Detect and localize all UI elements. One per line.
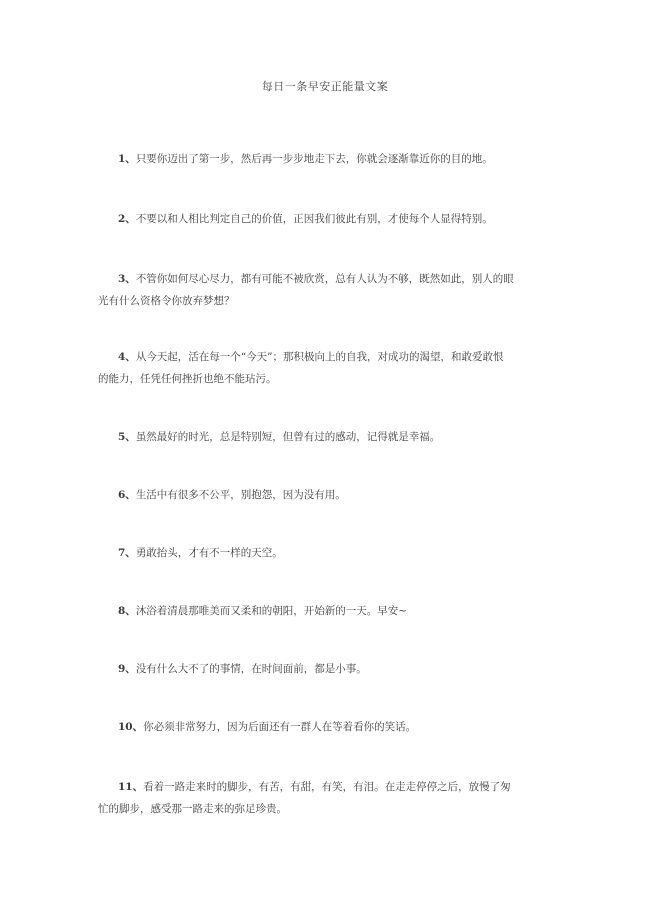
- list-item: [118, 658, 550, 680]
- item-number: 4、: [118, 351, 136, 363]
- item-number: 2、: [118, 213, 136, 225]
- item-number: 3、: [118, 273, 136, 285]
- item-text-continued: 忙的脚步，感受那一路走来的弥足珍贵。: [98, 803, 287, 815]
- list-item: [98, 268, 550, 312]
- list-item: [118, 426, 550, 448]
- list-item: [118, 484, 550, 506]
- item-text: 虽然最好的时光，总是特别短，但曾有过的感动，记得就是幸福。: [135, 431, 441, 443]
- list-item: [98, 776, 550, 820]
- item-text: 沐浴着清晨那唯美而又柔和的朝阳，开始新的一天。早安~: [135, 605, 408, 617]
- item-text: 从今天起，活在每一个“今天”；那积极向上的自我，对成功的渴望，和敢爱敢恨: [135, 351, 504, 363]
- item-number: 8、: [118, 605, 136, 617]
- item-text: 只要你迈出了第一步，然后再一步步地走下去，你就会逐渐靠近你的目的地。: [135, 153, 493, 165]
- item-text: 勇敢抬头，才有不一样的天空。: [135, 547, 283, 559]
- item-number: 10、: [118, 721, 144, 733]
- item-text: 你必须非常努力，因为后面还有一群人在等着看你的笑话。: [143, 721, 417, 733]
- list-item: [118, 600, 550, 622]
- list-item: [118, 148, 550, 170]
- item-number: 1、: [118, 153, 136, 165]
- item-text: 看着一路走来时的脚步，有苦，有甜，有笑，有泪。在走走停停之后，放慢了匆: [143, 781, 511, 793]
- item-text-continued: 的能力，任凭任何挫折也绝不能玷污。: [98, 373, 277, 385]
- list-item: [118, 542, 550, 564]
- list-item: [118, 716, 550, 738]
- list-item: [118, 208, 550, 230]
- item-text: 生活中有很多不公平，别抱怨，因为没有用。: [135, 489, 346, 501]
- item-text: 不管你如何尽心尽力，都有可能不被欣赏，总有人认为不够，既然如此，别人的眼: [135, 273, 514, 285]
- item-number: 11、: [118, 781, 144, 793]
- item-number: 6、: [118, 489, 136, 501]
- list-item: [98, 346, 550, 390]
- item-text-continued: 光有什么资格令你放弃梦想？: [98, 295, 235, 307]
- page-title: 每日一条早安正能量文案: [261, 80, 389, 93]
- item-number: 5、: [118, 431, 136, 443]
- item-text: 不要以和人相比判定自己的价值，正因我们彼此有别，才使每个人显得特别。: [135, 213, 493, 225]
- item-text: 没有什么大不了的事情，在时间面前，都是小事。: [135, 663, 367, 675]
- item-number: 7、: [118, 547, 136, 559]
- item-number: 9、: [118, 663, 136, 675]
